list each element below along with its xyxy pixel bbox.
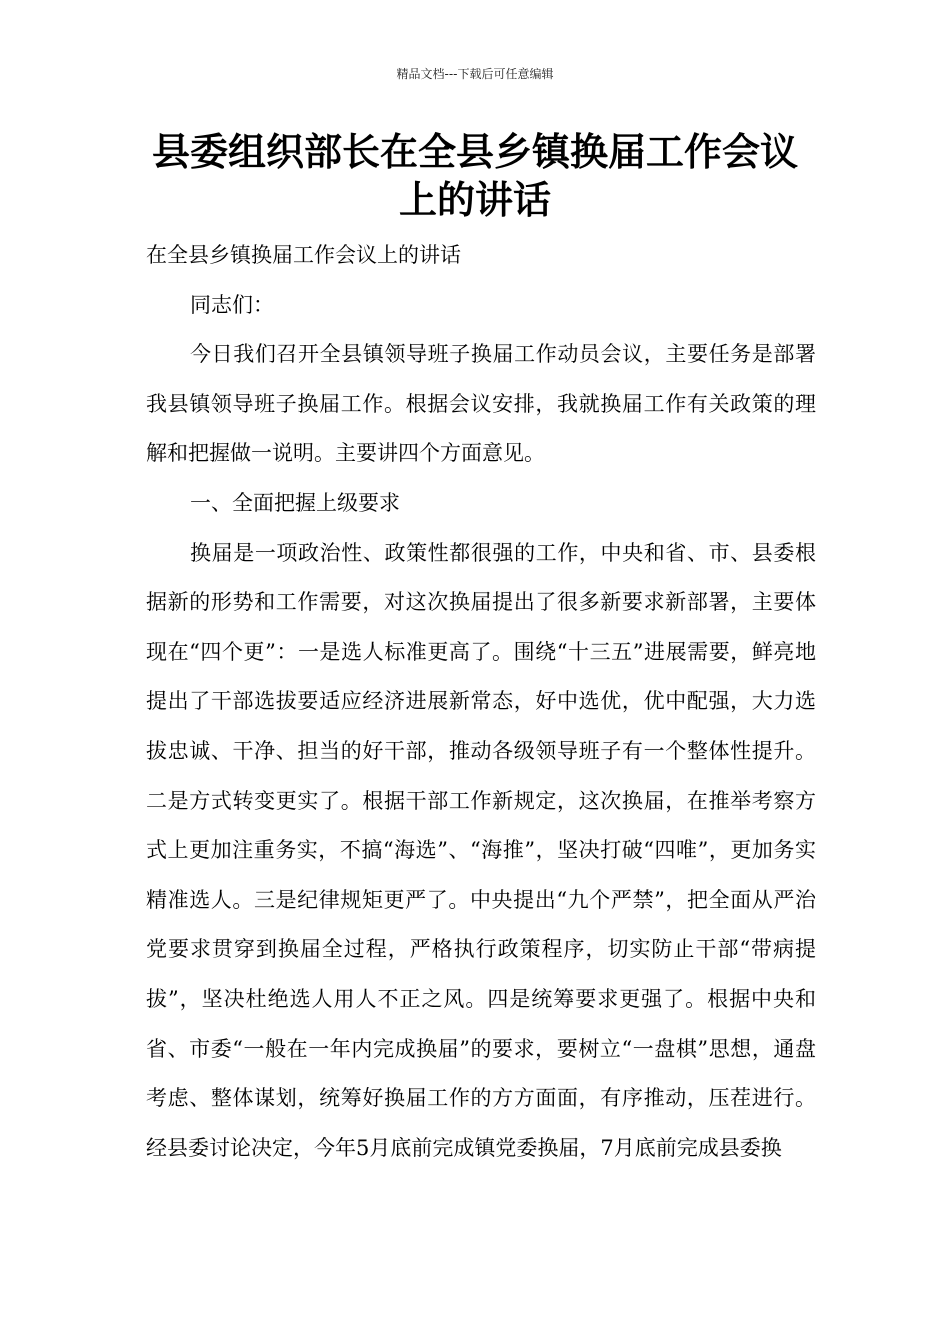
page-header: 精品文档---下载后可任意编辑: [396, 67, 554, 81]
section-heading: 一、全面把握上级要求: [190, 490, 400, 515]
salutation: 同志们：: [190, 292, 274, 317]
document-body: [146, 231, 816, 1173]
subtitle-line: 在全县乡镇换届工作会议上的讲话: [146, 243, 461, 267]
document-title: 县委组织部长在全县乡镇换届工作会议上的讲话: [151, 130, 798, 222]
body-paragraph: 换届是一项政治性、政策性都很强的工作，中央和省、市、县委根据新的形势和工作需要，对这次换届提出了很多新要求新部署，主要体现在“四个更”：一是选人标准更高了。围绕“十三五”进展需要，鲜亮地提出了干部选拔要适应经济进展新常态，好中选优，优中配强，大力选拔忠诚、干净、担当的好干部，推动各级领导班子有一个整体性提升。二是方式转变更实了。根据干部工作新规定，这次换届，在推举考察方式上更加注重务实，不搞“海选”、“海推”，坚决打破“四唯”，更加务实精准选人。三是纪律规矩更严了。中央提出“九个严禁”，把全面从严治党要求贯穿到换届全过程，严格执行政策程序，切实防止干部“带病提拔”，坚决杜绝选人用人不正之风。四是统筹要求更强了。根据中央和省、市委“一般在一年内完成换届”的要求，要树立“一盘棋”思想，通盘考虑、整体谋划，统筹好换届工作的方方面面，有序推动，压茬进行。经县委讨论决定，今年5月底前完成镇党委换届，7月底前完成县委换: [146, 540, 816, 1160]
body-paragraph: 今日我们召开全县镇领导班子换届工作动员会议，主要任务是部署我县镇领导班子换届工作。根据会议安排，我就换届工作有关政策的理解和把握做一说明。主要讲四个方面意见。: [146, 342, 816, 466]
